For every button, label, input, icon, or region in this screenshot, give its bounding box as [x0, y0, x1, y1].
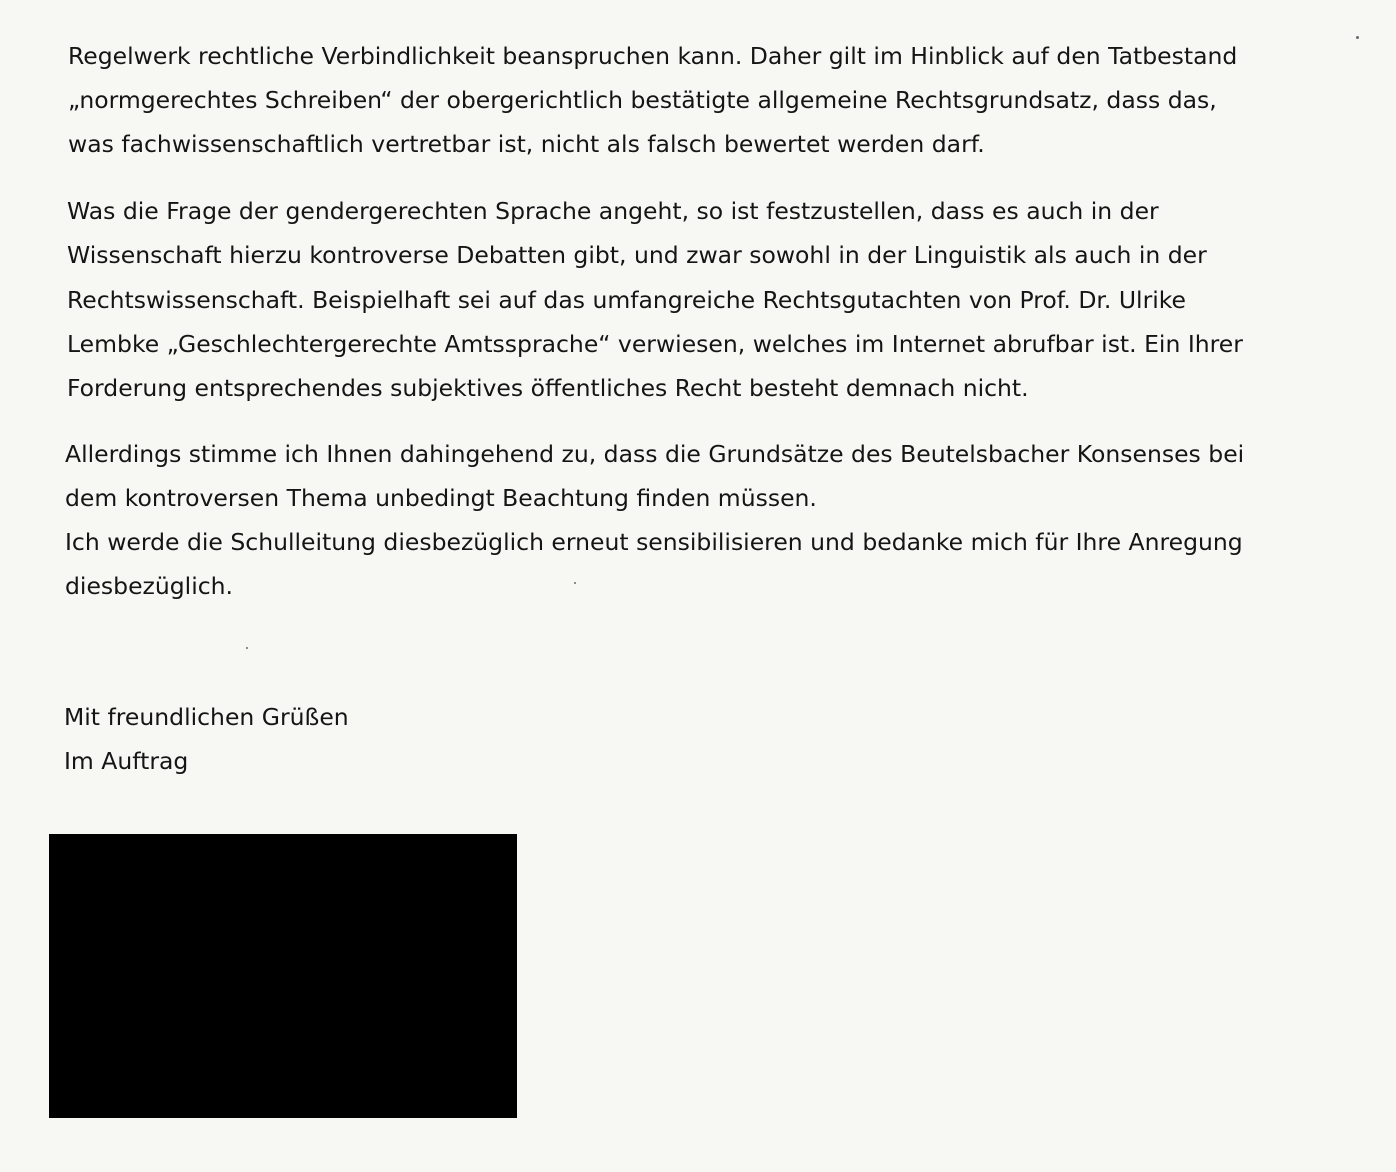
body-line: „normgerechtes Schreiben“ der obergerichtlich bestätigte allgemeine Rechtsgrundsatz, dass das, — [68, 86, 1217, 114]
body-line: Ich werde die Schulleitung diesbezüglich erneut sensibilisieren und bedanke mich für Ihre Anregung — [65, 528, 1243, 556]
body-line: Wissenschaft hierzu kontroverse Debatten gibt, und zwar sowohl in der Linguistik als auch in der — [67, 241, 1207, 269]
body-line: Rechtswissenschaft. Beispielhaft sei auf das umfangreiche Rechtsgutachten von Prof. Dr. Ulrike — [67, 286, 1187, 314]
body-line: Lembke „Geschlechtergerechte Amtssprache“ verwiesen, welches im Internet abrufbar ist. Ein Ihrer — [67, 330, 1243, 358]
closing-greeting: Mit freundlichen Grüßen — [64, 703, 349, 731]
body-line: diesbezüglich. — [65, 572, 234, 600]
scan-speck — [574, 582, 576, 584]
body-line: Regelwerk rechtliche Verbindlichkeit beanspruchen kann. Daher gilt im Hinblick auf den Tatbestand — [68, 42, 1238, 70]
body-line: Forderung entsprechendes subjektives öffentliches Recht besteht demnach nicht. — [67, 374, 1029, 402]
closing-by-order: Im Auftrag — [64, 747, 189, 775]
body-line: dem kontroversen Thema unbedingt Beachtung finden müssen. — [65, 484, 817, 512]
body-line: was fachwissenschaftlich vertretbar ist, nicht als falsch bewertet werden darf. — [68, 130, 985, 158]
body-line: Allerdings stimme ich Ihnen dahingehend zu, dass die Grundsätze des Beutelsbacher Konsenses bei — [65, 440, 1245, 468]
scan-speck — [246, 647, 248, 649]
redacted-signature — [49, 834, 517, 1118]
scan-speck — [1356, 36, 1359, 39]
body-line: Was die Frage der gendergerechten Sprache angeht, so ist festzustellen, dass es auch in der — [67, 197, 1159, 225]
